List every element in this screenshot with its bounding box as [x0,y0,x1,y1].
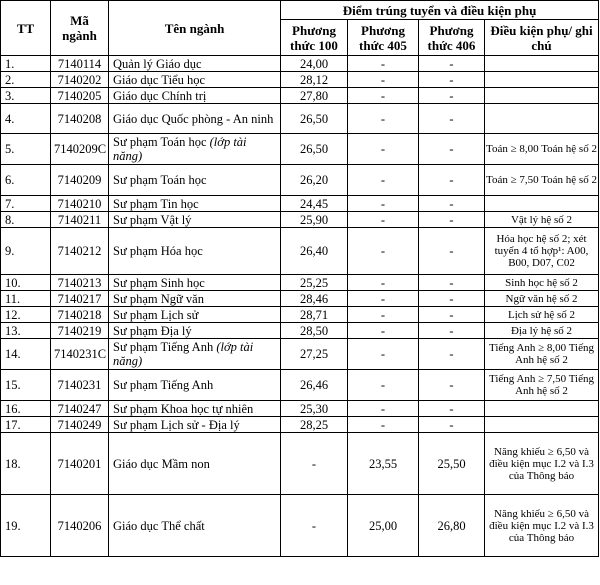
cell-pt406: - [419,88,485,104]
cell-pt100: - [281,433,348,495]
cell-pt405: - [348,417,419,433]
cell-pt100: 25,25 [281,275,348,291]
cell-pt405: - [348,212,419,228]
cell-pt100: 26,50 [281,104,348,134]
table-body [1,56,599,557]
cell-dieu-kien [485,401,599,417]
cell-dieu-kien: Lịch sử hệ số 2 [485,307,599,323]
table-row [1,56,599,72]
cell-tt: 19. [1,495,51,557]
ten-nganh-label: Sư phạm Tin học [113,196,199,211]
cell-pt406: - [419,307,485,323]
cell-pt406: - [419,228,485,275]
cell-pt405: - [348,339,419,370]
cell-dieu-kien: Tiếng Anh ≥ 7,50 Tiếng Anh hệ số 2 [485,370,599,401]
cell-ten-nganh [109,323,281,339]
cell-tt: 2. [1,72,51,88]
cell-pt100: 27,25 [281,339,348,370]
cell-pt405: - [348,228,419,275]
cell-ma-nganh: 7140209 [51,165,109,196]
cell-ma-nganh: 7140231C [51,339,109,370]
table-row [1,291,599,307]
cell-ma-nganh: 7140218 [51,307,109,323]
cell-tt: 11. [1,291,51,307]
table-row [1,104,599,134]
cell-pt405: - [348,291,419,307]
table-row [1,275,599,291]
cell-dieu-kien [485,104,599,134]
cell-tt: 18. [1,433,51,495]
cell-pt406: - [419,196,485,212]
cell-ten-nganh [109,495,281,557]
cell-pt406: 25,50 [419,433,485,495]
header-ma-nganh: Mã ngành [51,1,109,56]
cell-dieu-kien: Năng khiếu ≥ 6,50 và điều kiện mục I.2 và I.3 của Thông báo [485,433,599,495]
cell-tt: 13. [1,323,51,339]
cell-pt100: 28,25 [281,417,348,433]
cell-pt405: - [348,72,419,88]
cell-pt406: 26,80 [419,495,485,557]
cell-tt: 3. [1,88,51,104]
cell-pt100: 26,40 [281,228,348,275]
header-dieu-kien: Điều kiện phụ/ ghi chú [485,20,599,56]
ten-nganh-label: Sư phạm Tiếng Anh [113,340,214,354]
cell-pt406: - [419,212,485,228]
table-row [1,72,599,88]
cell-pt405: - [348,401,419,417]
cell-pt405: - [348,307,419,323]
cell-ma-nganh: 7140114 [51,56,109,72]
ten-nganh-label: Giáo dục Tiểu học [113,72,206,87]
table-row [1,228,599,275]
cell-dieu-kien: Toán ≥ 7,50 Toán hệ số 2 [485,165,599,196]
cell-pt405: - [348,104,419,134]
cell-ma-nganh: 7140202 [51,72,109,88]
cell-pt405: - [348,88,419,104]
cell-pt406: - [419,417,485,433]
cell-tt: 8. [1,212,51,228]
ten-nganh-label: Sư phạm Địa lý [113,323,192,338]
ten-nganh-label: Sư phạm Lịch sử [113,307,199,322]
cell-tt: 15. [1,370,51,401]
cell-pt405: - [348,370,419,401]
cell-dieu-kien [485,72,599,88]
cell-tt: 5. [1,134,51,165]
cell-ten-nganh [109,275,281,291]
cell-tt: 4. [1,104,51,134]
cell-ma-nganh: 7140211 [51,212,109,228]
ten-nganh-label: Sư phạm Ngữ văn [113,291,204,306]
cell-pt406: - [419,370,485,401]
cell-dieu-kien: Địa lý hệ số 2 [485,323,599,339]
ten-nganh-label: Sư phạm Tiếng Anh [113,378,214,392]
cell-ten-nganh [109,307,281,323]
cell-ten-nganh [109,134,281,165]
cell-pt406: - [419,165,485,196]
cell-pt100: 28,50 [281,323,348,339]
ten-nganh-label: Sư phạm Sinh học [113,275,205,290]
cell-pt406: - [419,291,485,307]
ten-nganh-label: Giáo dục Chính trị [113,88,207,103]
ten-nganh-note: (lớp tài năng) [113,135,247,163]
cell-tt: 7. [1,196,51,212]
cell-dieu-kien [485,88,599,104]
cell-tt: 10. [1,275,51,291]
cell-tt: 16. [1,401,51,417]
cell-tt: 12. [1,307,51,323]
cell-pt406: - [419,72,485,88]
cell-dieu-kien: Tiếng Anh ≥ 8,00 Tiếng Anh hệ số 2 [485,339,599,370]
ten-nganh-label: Giáo dục Thể chất [113,518,205,533]
cell-ma-nganh: 7140209C [51,134,109,165]
cell-dieu-kien: Sinh học hệ số 2 [485,275,599,291]
cell-pt100: 28,46 [281,291,348,307]
table-row [1,339,599,370]
cell-ma-nganh: 7140206 [51,495,109,557]
cell-pt405: 25,00 [348,495,419,557]
table-row [1,370,599,401]
ten-nganh-label: Giáo dục Quốc phòng - An ninh [113,111,274,126]
cell-ma-nganh: 7140210 [51,196,109,212]
cell-pt405: - [348,323,419,339]
cell-pt405: - [348,134,419,165]
ten-nganh-label: Sư phạm Hóa học [113,244,203,258]
cell-pt100: 26,50 [281,134,348,165]
cell-pt405: - [348,275,419,291]
cell-ma-nganh: 7140217 [51,291,109,307]
cell-pt100: 26,20 [281,165,348,196]
cell-pt406: - [419,275,485,291]
cell-pt100: 25,90 [281,212,348,228]
cell-pt100: 24,00 [281,56,348,72]
cell-ten-nganh [109,212,281,228]
cell-pt100: 27,80 [281,88,348,104]
cell-ma-nganh: 7140212 [51,228,109,275]
cell-ma-nganh: 7140201 [51,433,109,495]
cell-tt: 6. [1,165,51,196]
ten-nganh-label: Sư phạm Toán học [113,173,207,187]
cell-ten-nganh [109,72,281,88]
cell-pt406: - [419,56,485,72]
ten-nganh-label: Sư phạm Khoa học tự nhiên [113,401,254,416]
cell-tt: 1. [1,56,51,72]
ten-nganh-label: Quản lý Giáo dục [113,56,202,71]
table-row [1,88,599,104]
cell-ten-nganh [109,339,281,370]
cell-dieu-kien: Năng khiếu ≥ 6,50 và điều kiện mục I.2 và I.3 của Thông báo [485,495,599,557]
cell-pt406: - [419,104,485,134]
cell-ma-nganh: 7140247 [51,401,109,417]
ten-nganh-label: Sư phạm Toán học [113,135,207,149]
cell-pt100: 24,45 [281,196,348,212]
header-diem-trung-tuyen: Điểm trúng tuyển và điều kiện phụ [281,1,599,20]
cell-dieu-kien [485,196,599,212]
ten-nganh-label: Sư phạm Vật lý [113,212,192,227]
cell-ma-nganh: 7140205 [51,88,109,104]
table-row [1,196,599,212]
cell-ten-nganh [109,104,281,134]
cell-ten-nganh [109,196,281,212]
table-row [1,212,599,228]
cell-pt100: 28,12 [281,72,348,88]
cell-pt405: - [348,165,419,196]
cell-ten-nganh [109,370,281,401]
table-row [1,433,599,495]
ten-nganh-note: (lớp tài năng) [113,340,254,368]
cell-pt406: - [419,401,485,417]
cell-ten-nganh [109,433,281,495]
header-pt100: Phương thức 100 [281,20,348,56]
cell-ten-nganh [109,417,281,433]
cell-tt: 17. [1,417,51,433]
cell-ma-nganh: 7140249 [51,417,109,433]
table-row [1,165,599,196]
header-pt405: Phương thức 405 [348,20,419,56]
ten-nganh-label: Giáo dục Mầm non [113,456,210,471]
header-tt: TT [1,1,51,56]
cell-dieu-kien: Ngữ văn hệ số 2 [485,291,599,307]
cell-ma-nganh: 7140208 [51,104,109,134]
table-row [1,134,599,165]
cell-ma-nganh: 7140213 [51,275,109,291]
cell-ma-nganh: 7140231 [51,370,109,401]
cell-pt100: 28,71 [281,307,348,323]
table-row [1,323,599,339]
cell-pt406: - [419,323,485,339]
cell-pt100: 25,30 [281,401,348,417]
cell-ten-nganh [109,56,281,72]
table-row [1,495,599,557]
table-row [1,401,599,417]
header-ten-nganh: Tên ngành [109,1,281,56]
cell-ten-nganh [109,228,281,275]
cell-ma-nganh: 7140219 [51,323,109,339]
cell-dieu-kien: Vật lý hệ số 2 [485,212,599,228]
cell-pt406: - [419,134,485,165]
cell-pt405: - [348,196,419,212]
cell-ten-nganh [109,401,281,417]
cell-dieu-kien [485,56,599,72]
cell-pt406: - [419,339,485,370]
cell-pt405: - [348,56,419,72]
header-pt406: Phương thức 406 [419,20,485,56]
cell-pt405: 23,55 [348,433,419,495]
table-row [1,417,599,433]
cell-dieu-kien [485,417,599,433]
cell-dieu-kien: Hóa học hệ số 2; xét tuyển 4 tổ hợp¹: A00, B00, D07, C02 [485,228,599,275]
table-row [1,307,599,323]
ten-nganh-label: Sư phạm Lịch sử - Địa lý [113,417,240,432]
cell-ten-nganh [109,88,281,104]
cell-ten-nganh [109,165,281,196]
cell-ten-nganh [109,291,281,307]
cell-tt: 14. [1,339,51,370]
cell-pt100: - [281,495,348,557]
cell-dieu-kien: Toán ≥ 8,00 Toán hệ số 2 [485,134,599,165]
cell-tt: 9. [1,228,51,275]
cell-pt100: 26,46 [281,370,348,401]
